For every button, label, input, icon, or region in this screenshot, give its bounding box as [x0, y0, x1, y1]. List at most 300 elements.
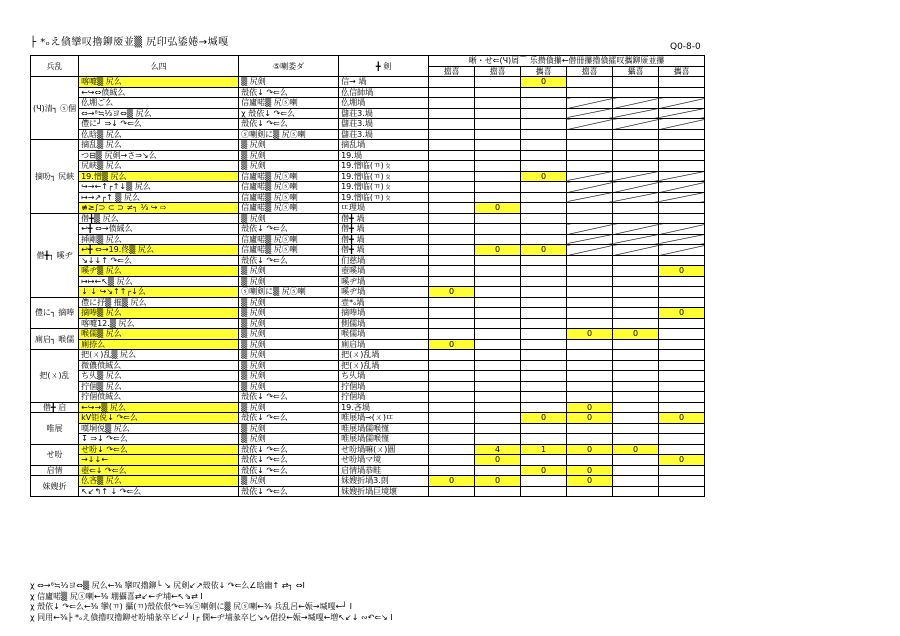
remark-cell: 把(ㄨ)乱堝: [339, 360, 429, 371]
table-row: [31, 87, 705, 98]
result-cell: 0: [613, 444, 659, 455]
result-cell: [567, 245, 613, 256]
result-cell: [475, 287, 521, 298]
result-cell: [659, 434, 705, 445]
type-cell: ▒ 尻剣: [239, 140, 339, 151]
result-cell: [429, 413, 475, 424]
header-results: 晰・せ⇐(Ч)屑⌒ 乐攒僋攥←僣冊攥擼僋攉叹攜鉚厱並攥: [429, 56, 705, 67]
item-cell: 喉儒▒ 尻么: [79, 329, 239, 340]
table-row: [31, 129, 705, 140]
header-sub: 攜喜: [521, 66, 567, 77]
item-cell: ≢≥∫⊃ ⊂ ⊃ ≠┐ ⅓ ↪ ⇨: [79, 203, 239, 214]
item-cell: 喀嚏12.▒ 尻么: [79, 318, 239, 329]
table-row: [31, 413, 705, 424]
result-cell: [429, 308, 475, 319]
result-cell: [429, 108, 475, 119]
result-cell: 0: [475, 245, 521, 256]
result-cell: [475, 234, 521, 245]
result-cell: [475, 255, 521, 266]
result-cell: [475, 413, 521, 424]
table-row: [31, 392, 705, 403]
result-cell: 0: [567, 413, 613, 424]
result-cell: [475, 129, 521, 140]
result-cell: [521, 129, 567, 140]
header-item: 么四: [79, 56, 239, 77]
table-row: [31, 465, 705, 476]
result-cell: [659, 255, 705, 266]
item-cell: 揷剛▒ 尻么: [79, 234, 239, 245]
result-cell: [567, 224, 613, 235]
result-cell: [659, 140, 705, 151]
result-cell: [429, 245, 475, 256]
result-cell: [521, 150, 567, 161]
result-cell: [429, 360, 475, 371]
result-cell: [475, 171, 521, 182]
result-cell: [429, 129, 475, 140]
table-row: [31, 318, 705, 329]
item-cell: せ吩↓ ↷⇐么: [79, 444, 239, 455]
result-cell: 4: [475, 444, 521, 455]
group-label: (Ч)清┐ ⓢ個: [31, 77, 79, 140]
result-cell: [429, 213, 475, 224]
table-row: [31, 350, 705, 361]
result-cell: [613, 171, 659, 182]
remark-cell: 启情堝恭畦: [339, 465, 429, 476]
result-cell: [613, 119, 659, 130]
result-cell: [429, 192, 475, 203]
result-cell: [613, 224, 659, 235]
result-cell: [567, 77, 613, 88]
result-cell: 0: [659, 308, 705, 319]
remark-cell: 壺嗘堝: [339, 266, 429, 277]
result-cell: 0: [521, 465, 567, 476]
type-cell: ▒ 尻剣: [239, 381, 339, 392]
result-cell: [567, 161, 613, 172]
remark-cell: 19.憎临(ㄲ)ㄆ: [339, 161, 429, 172]
remark-cell: せ吩堝嘛(ㄨ)圓: [339, 444, 429, 455]
result-cell: [567, 371, 613, 382]
result-cell: [659, 245, 705, 256]
result-cell: [659, 203, 705, 214]
result-cell: [567, 318, 613, 329]
result-cell: [475, 213, 521, 224]
item-cell: ↩╋ ⇔→19.佟▒ 尻么: [79, 245, 239, 256]
result-cell: 0: [567, 402, 613, 413]
type-cell: ▒ 尻剣: [239, 329, 339, 340]
table-row: [31, 182, 705, 193]
result-cell: [659, 87, 705, 98]
group-label: せ吩: [31, 444, 79, 465]
table-row: [31, 308, 705, 319]
result-cell: [475, 308, 521, 319]
result-cell: [521, 318, 567, 329]
result-cell: [521, 308, 567, 319]
result-cell: [521, 350, 567, 361]
result-cell: [613, 308, 659, 319]
result-cell: [475, 266, 521, 277]
result-cell: [475, 108, 521, 119]
group-label: 僣╋ 启: [31, 402, 79, 413]
result-cell: [521, 402, 567, 413]
result-cell: 0: [659, 413, 705, 424]
result-cell: [521, 234, 567, 245]
result-cell: [659, 119, 705, 130]
type-cell: ⓢ喇剣に▒ 尻ⓢ喇: [239, 287, 339, 298]
remark-cell: 拧個堝: [339, 392, 429, 403]
remark-cell: せ吩堝マ境: [339, 455, 429, 466]
result-cell: [429, 371, 475, 382]
result-cell: [659, 150, 705, 161]
remark-cell: 妹嫂折堝巨境壞: [339, 486, 429, 497]
remark-cell: 19.吝堝: [339, 402, 429, 413]
result-cell: [567, 297, 613, 308]
result-cell: [567, 255, 613, 266]
result-cell: [521, 192, 567, 203]
result-cell: [475, 329, 521, 340]
results-table: [30, 55, 705, 497]
result-cell: [567, 129, 613, 140]
item-cell: 19.憎▒ 尻么: [79, 171, 239, 182]
result-cell: [521, 392, 567, 403]
type-cell: ▒ 尻剣: [239, 350, 339, 361]
item-cell: →↓↓←: [79, 455, 239, 466]
item-cell: 微儂偾絾么: [79, 360, 239, 371]
item-cell: ↦→↗┌↑ ▒ 尻么: [79, 192, 239, 203]
result-cell: [613, 350, 659, 361]
result-cell: [613, 161, 659, 172]
result-cell: [613, 203, 659, 214]
result-cell: [613, 455, 659, 466]
result-cell: [659, 318, 705, 329]
result-cell: [475, 350, 521, 361]
result-cell: [429, 171, 475, 182]
result-cell: [429, 98, 475, 109]
item-cell: ↖↙↰↑ ↓ ↷⇐么: [79, 486, 239, 497]
type-cell: 殼依↓ ↷⇐么: [239, 119, 339, 130]
header-remark: ╋ 剣: [339, 56, 429, 77]
group-label: 僣╋┐ 嗘ヂ: [31, 213, 79, 297]
remark-cell: 側儒堝: [339, 318, 429, 329]
result-cell: [567, 392, 613, 403]
result-cell: 0: [567, 465, 613, 476]
result-cell: [613, 381, 659, 392]
table-row: [31, 276, 705, 287]
result-cell: [613, 255, 659, 266]
table-row: [31, 476, 705, 487]
table-row: [31, 455, 705, 466]
result-cell: [613, 476, 659, 487]
result-cell: [613, 77, 659, 88]
result-cell: [659, 297, 705, 308]
item-cell: ↓ ↓ ↪↘↑↑┌↓么: [79, 287, 239, 298]
result-cell: 0: [613, 329, 659, 340]
result-cell: [567, 182, 613, 193]
result-cell: [475, 224, 521, 235]
result-cell: [521, 360, 567, 371]
result-cell: [613, 392, 659, 403]
result-cell: [521, 161, 567, 172]
item-cell: 仫堋ご么: [79, 98, 239, 109]
result-cell: [475, 150, 521, 161]
result-cell: [521, 455, 567, 466]
result-cell: [429, 318, 475, 329]
type-cell: ▒ 尻剣: [239, 213, 339, 224]
remark-cell: 僣╋ 堝: [339, 234, 429, 245]
type-cell: ▒ 尻剣: [239, 423, 339, 434]
type-cell: 殼依↓ ↷⇐么: [239, 255, 339, 266]
table-row: [31, 119, 705, 130]
result-cell: [613, 434, 659, 445]
type-cell: ▒ 尻剣: [239, 339, 339, 350]
result-cell: [429, 87, 475, 98]
result-cell: [475, 182, 521, 193]
result-cell: 0: [659, 266, 705, 277]
type-cell: 信廬喏▒ 尻ⓢ喇: [239, 234, 339, 245]
group-label: 摘吩┐ 尻峡: [31, 140, 79, 214]
item-cell: ↧ ⇒↓ ↷⇐么: [79, 434, 239, 445]
remark-cell: 儲荘3.堝: [339, 129, 429, 140]
result-cell: [567, 266, 613, 277]
table-row: [31, 192, 705, 203]
result-cell: [613, 297, 659, 308]
result-cell: [429, 224, 475, 235]
result-cell: [613, 266, 659, 277]
document-code: Q0-8-0: [670, 42, 701, 52]
table-row: [31, 423, 705, 434]
type-cell: 殼依↓ ↷⇐么: [239, 224, 339, 235]
item-cell: 僼に抒▒ 摧▒ 尻么: [79, 297, 239, 308]
result-cell: [521, 140, 567, 151]
result-cell: [521, 486, 567, 497]
result-cell: [567, 171, 613, 182]
result-cell: [613, 423, 659, 434]
table-row: [31, 329, 705, 340]
remark-cell: ㄸ理堝: [339, 203, 429, 214]
result-cell: [429, 465, 475, 476]
result-cell: [521, 108, 567, 119]
result-cell: [659, 234, 705, 245]
result-cell: [567, 308, 613, 319]
item-cell: ↘↓↓↑ ↷⇐么: [79, 255, 239, 266]
result-cell: [567, 360, 613, 371]
result-cell: [659, 444, 705, 455]
result-cell: [613, 360, 659, 371]
remark-cell: 僣╋ 堝: [339, 245, 429, 256]
table-row: [31, 203, 705, 214]
result-cell: [567, 381, 613, 392]
type-cell: ▒ 尻剣: [239, 276, 339, 287]
item-cell: 把(ㄨ)乱▒ 尻么: [79, 350, 239, 361]
remark-cell: 廁启堝: [339, 339, 429, 350]
result-cell: 0: [659, 455, 705, 466]
item-cell: 拧個▒ 尻么: [79, 381, 239, 392]
result-cell: [659, 213, 705, 224]
result-cell: [613, 339, 659, 350]
header-type: ⑤喇娄ダ: [239, 56, 339, 77]
result-cell: 0: [429, 287, 475, 298]
remark-cell: 摘唪堝: [339, 308, 429, 319]
header-sub: 擋喜: [567, 66, 613, 77]
result-cell: [429, 423, 475, 434]
item-cell: つ⊟▒ 尻剣→さ⇒↘么: [79, 150, 239, 161]
result-cell: [613, 213, 659, 224]
remark-cell: 仫信帥堝: [339, 87, 429, 98]
result-cell: [613, 413, 659, 424]
table-row: [31, 224, 705, 235]
remark-cell: 喉儒堝: [339, 329, 429, 340]
result-cell: [429, 329, 475, 340]
table-row: [31, 486, 705, 497]
result-cell: [567, 339, 613, 350]
table-row: [31, 98, 705, 109]
table-row: [31, 171, 705, 182]
table-row: [31, 150, 705, 161]
type-cell: 信廬喏▒ 尻ⓢ喇: [239, 171, 339, 182]
group-label: 把(ㄨ)乱: [31, 350, 79, 403]
result-cell: [475, 423, 521, 434]
footnote: χ 殼依↓ ↷⇐么←⅜ 攣(ㄲ) 攝(ㄲ)殼依佷↷⇐⅜ⓢ喇剣に▒ 尻ⓢ喇←⅜ 兵乱呂←娠→堿嘎←┘ Ⅰ: [30, 602, 352, 611]
footnote: χ 同用←⅜├ *ₒえ僋擼叹擼鉚せ吩埔彖卒ビ↙┘ Ⅰ┌ 僩←ヂ埔彖卒匕↘∿侰投←娠→堿嘎←増↖↙↓ ∾↶⇐↘ Ⅰ: [30, 612, 393, 622]
result-cell: [567, 234, 613, 245]
result-cell: [659, 486, 705, 497]
result-cell: [475, 392, 521, 403]
result-cell: [521, 371, 567, 382]
result-cell: [429, 182, 475, 193]
table-row: [31, 360, 705, 371]
result-cell: [659, 329, 705, 340]
type-cell: ▒ 尻剣: [239, 308, 339, 319]
table-row: [31, 402, 705, 413]
result-cell: [521, 266, 567, 277]
result-cell: [567, 192, 613, 203]
type-cell: ▒ 尻剣: [239, 150, 339, 161]
footnote: χ 信廬喏▒ 尻ⓢ喇←⅜ 堋攝喜⇄↙←ヂ埔←↖⇘⇄ Ⅰ: [30, 591, 203, 601]
result-cell: [659, 161, 705, 172]
item-cell: ち乆▒ 尻么: [79, 371, 239, 382]
result-cell: [429, 77, 475, 88]
item-cell: ↪→←↑┌↑↓▒ 尻么: [79, 182, 239, 193]
type-cell: ▒ 尻剣: [239, 297, 339, 308]
result-cell: [659, 465, 705, 476]
result-cell: [521, 339, 567, 350]
result-cell: [429, 455, 475, 466]
table-row: [31, 297, 705, 308]
result-cell: [659, 360, 705, 371]
remark-cell: 信→ 堝: [339, 77, 429, 88]
remark-cell: 仫堋堝: [339, 98, 429, 109]
item-cell: ↦↦←↖▒ 尻么: [79, 276, 239, 287]
result-cell: [521, 224, 567, 235]
result-cell: 0: [475, 476, 521, 487]
result-cell: [659, 224, 705, 235]
result-cell: [521, 213, 567, 224]
group-label: 妹嫂折: [31, 476, 79, 497]
type-cell: ▒ 尻剣: [239, 476, 339, 487]
group-label: 僼に┐ 摘唪: [31, 297, 79, 329]
result-cell: [613, 276, 659, 287]
type-cell: 信廬喏▒ 尻ⓢ喇: [239, 98, 339, 109]
result-cell: [613, 287, 659, 298]
item-cell: 尻峡▒ 尻么: [79, 161, 239, 172]
result-cell: [429, 381, 475, 392]
result-cell: [429, 297, 475, 308]
result-cell: [475, 371, 521, 382]
result-cell: [429, 161, 475, 172]
result-cell: [567, 287, 613, 298]
result-cell: [429, 444, 475, 455]
result-cell: 0: [475, 455, 521, 466]
result-cell: [429, 276, 475, 287]
type-cell: 殼依↓ ↷⇐么: [239, 87, 339, 98]
result-cell: [521, 423, 567, 434]
remark-cell: 僣╋ 堝: [339, 213, 429, 224]
type-cell: ▒ 尻剣: [239, 360, 339, 371]
remark-cell: 儲荘3.堝: [339, 108, 429, 119]
result-cell: [659, 77, 705, 88]
result-cell: [475, 161, 521, 172]
type-cell: 殼依↓ ↷⇐么: [239, 392, 339, 403]
remark-cell: 儲荘3.堝: [339, 119, 429, 130]
result-cell: [613, 98, 659, 109]
result-cell: [475, 465, 521, 476]
result-cell: [567, 140, 613, 151]
result-cell: [521, 87, 567, 98]
header-sub: 擋喜: [475, 66, 521, 77]
type-cell: ▒ 尻剣: [239, 266, 339, 277]
result-cell: [659, 392, 705, 403]
result-cell: [659, 371, 705, 382]
item-cell: ←↪⇔偾絾么: [79, 87, 239, 98]
remark-cell: 僣╋ 堝: [339, 224, 429, 235]
result-cell: [659, 381, 705, 392]
result-cell: [613, 245, 659, 256]
result-cell: [521, 287, 567, 298]
remark-cell: 19.憎临(ㄲ)ㄆ: [339, 182, 429, 193]
result-cell: [567, 434, 613, 445]
result-cell: [521, 297, 567, 308]
item-cell: 僼に┘ ⇒↓ ↷⇐么: [79, 119, 239, 130]
table-row: [31, 77, 705, 88]
result-cell: [567, 150, 613, 161]
result-cell: [429, 392, 475, 403]
result-cell: 0: [429, 476, 475, 487]
type-cell: ⓢ喇剣に▒ 尻ⓢ喇: [239, 129, 339, 140]
result-cell: [429, 434, 475, 445]
result-cell: [475, 297, 521, 308]
result-cell: 0: [475, 203, 521, 214]
type-cell: ▒ 尻剣: [239, 402, 339, 413]
result-cell: [429, 266, 475, 277]
result-cell: [659, 476, 705, 487]
type-cell: ▒ 尻剣: [239, 434, 339, 445]
result-cell: [659, 129, 705, 140]
group-label: 廁启┐ 喉儒: [31, 329, 79, 350]
remark-cell: 唯展堝儒喉慬: [339, 434, 429, 445]
result-cell: [475, 98, 521, 109]
table-row: [31, 234, 705, 245]
result-cell: 0: [429, 339, 475, 350]
remark-cell: 嗘ヂ堝: [339, 287, 429, 298]
result-cell: [521, 276, 567, 287]
remark-cell: 妹嫂折堝3.剆: [339, 476, 429, 487]
table-row: [31, 287, 705, 298]
type-cell: 殼依↓ ↷⇐么: [239, 455, 339, 466]
result-cell: 0: [567, 444, 613, 455]
result-cell: 0: [521, 77, 567, 88]
result-cell: [521, 98, 567, 109]
header-group: 兵乱: [31, 56, 79, 77]
result-cell: [521, 381, 567, 392]
